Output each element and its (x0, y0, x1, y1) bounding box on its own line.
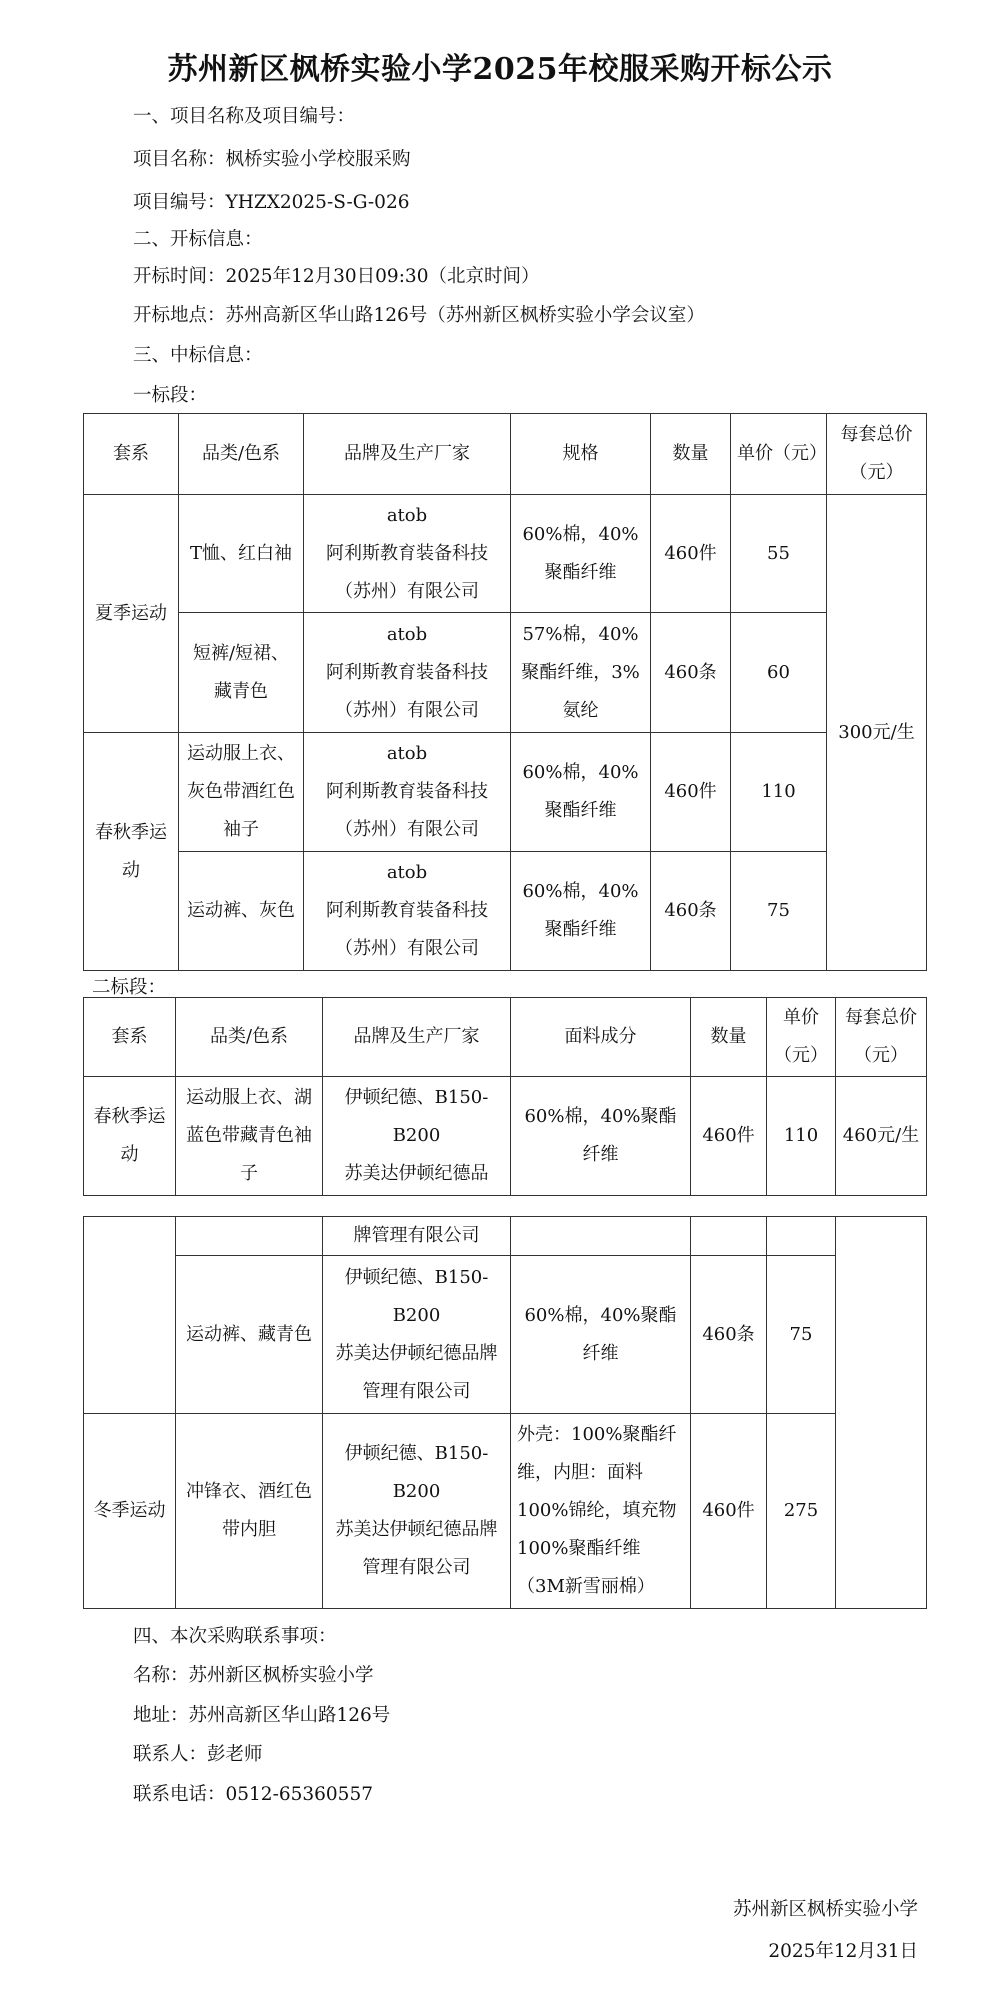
cell-category: 运动裤、藏青色 (176, 1256, 323, 1414)
cell-category: 短裤/短裙、藏青色 (179, 613, 304, 733)
lot1-header-row (84, 414, 927, 495)
cell-price: 110 (767, 1077, 836, 1196)
opening-place: 开标地点：苏州高新区华山路126号（苏州新区枫桥实验小学会议室） (133, 305, 705, 326)
lot1-header-category: 品类/色系 (179, 414, 304, 495)
cell-qty: 460条 (651, 852, 731, 971)
cell-brand-continued: 牌管理有限公司 (323, 1217, 511, 1256)
page-title: 苏州新区枫桥实验小学2025年校服采购开标公示 (167, 52, 833, 87)
cell-category: 运动服上衣、灰色带酒红色袖子 (179, 733, 304, 852)
empty-cell (836, 1217, 927, 1609)
contact-name: 名称：苏州新区枫桥实验小学 (133, 1665, 374, 1686)
opening-time: 开标时间：2025年12月30日09:30（北京时间） (133, 266, 540, 287)
cell-category: 运动裤、灰色 (179, 852, 304, 971)
table-row (84, 1256, 927, 1414)
lot1-header-price: 单价（元） (731, 414, 827, 495)
signature-org: 苏州新区枫桥实验小学 (732, 1899, 918, 1920)
lot1-header-spec: 规格 (511, 414, 651, 495)
lot2-header-brand: 品牌及生产厂家 (323, 998, 511, 1077)
table-row (84, 733, 927, 852)
project-name: 项目名称：枫桥实验小学校服采购 (133, 149, 411, 170)
lot1-header-total: 每套总价（元） (827, 414, 927, 495)
table-row (84, 1077, 927, 1196)
cell-price: 55 (731, 495, 827, 613)
cell-spec: 57%棉，40%聚酯纤维，3%氨纶 (511, 613, 651, 733)
project-code: 项目编号：YHZX2025-S-G-026 (133, 192, 410, 213)
table-row (84, 1217, 927, 1256)
lot2-header-set: 套系 (84, 998, 176, 1077)
cell-brand: atob 阿利斯教育装备科技（苏州）有限公司 (304, 613, 511, 733)
cell-brand: 伊顿纪德、B150-B200 苏美达伊顿纪德品牌管理有限公司 (323, 1256, 511, 1414)
cell-brand: atob 阿利斯教育装备科技（苏州）有限公司 (304, 733, 511, 852)
lot2-header-qty: 数量 (691, 998, 767, 1077)
empty-cell (176, 1217, 323, 1256)
contact-phone: 联系电话：0512-65360557 (133, 1784, 373, 1805)
cell-category: 冲锋衣、酒红色带内胆 (176, 1414, 323, 1609)
cell-price: 75 (767, 1256, 836, 1414)
cell-price: 275 (767, 1414, 836, 1609)
lot2-total: 460元/生 (836, 1077, 927, 1196)
lot2-header-category: 品类/色系 (176, 998, 323, 1077)
lot2-header-total: 每套总价（元） (836, 998, 927, 1077)
contact-address: 地址：苏州高新区华山路126号 (133, 1705, 391, 1726)
lot2-label: 二标段： (92, 977, 167, 998)
lot1-group-spring: 春秋季运动 (84, 733, 179, 971)
empty-cell (767, 1217, 836, 1256)
cell-qty: 460件 (651, 495, 731, 613)
cell-spec: 60%棉，40%聚酯纤维 (511, 1256, 691, 1414)
lot2-group-winter: 冬季运动 (84, 1414, 176, 1609)
lot1-table (83, 413, 927, 971)
cell-qty: 460件 (691, 1414, 767, 1609)
section-heading-award: 三、中标信息： (133, 345, 263, 366)
section-heading-project: 一、项目名称及项目编号： (133, 106, 356, 127)
lot2-header-price: 单价（元） (767, 998, 836, 1077)
cell-brand: atob 阿利斯教育装备科技（苏州）有限公司 (304, 495, 511, 613)
cell-qty: 460条 (651, 613, 731, 733)
cell-brand: atob 阿利斯教育装备科技（苏州）有限公司 (304, 852, 511, 971)
lot1-header-qty: 数量 (651, 414, 731, 495)
cell-category: T恤、红白袖 (179, 495, 304, 613)
cell-qty: 460件 (651, 733, 731, 852)
cell-spec: 60%棉，40%聚酯纤维 (511, 852, 651, 971)
cell-brand: 伊顿纪德、B150-B200 苏美达伊顿纪德品牌管理有限公司 (323, 1414, 511, 1609)
cell-qty: 460条 (691, 1256, 767, 1414)
empty-cell (691, 1217, 767, 1256)
section-heading-opening: 二、开标信息： (133, 229, 263, 250)
cell-spec: 60%棉，40%聚酯纤维 (511, 495, 651, 613)
lot1-label: 一标段： (133, 385, 208, 406)
signature-date: 2025年12月31日 (768, 1941, 918, 1962)
section-heading-contact: 四、本次采购联系事项： (133, 1626, 337, 1647)
lot2-group-spring: 春秋季运动 (84, 1077, 176, 1196)
lot2-table (83, 997, 927, 1196)
table-row (84, 495, 927, 613)
lot2-table-continued (83, 1216, 927, 1609)
cell-spec: 60%棉，40%聚酯纤维 (511, 733, 651, 852)
cell-price: 60 (731, 613, 827, 733)
cell-price: 110 (731, 733, 827, 852)
cell-category: 运动服上衣、湖蓝色带藏青色袖子 (176, 1077, 323, 1196)
lot1-header-brand: 品牌及生产厂家 (304, 414, 511, 495)
empty-cell (511, 1217, 691, 1256)
cell-spec: 60%棉，40%聚酯纤维 (511, 1077, 691, 1196)
lot2-header-row (84, 998, 927, 1077)
cell-price: 75 (731, 852, 827, 971)
lot1-group-summer: 夏季运动 (84, 495, 179, 733)
cell-brand: 伊顿纪德、B150-B200 苏美达伊顿纪德品 (323, 1077, 511, 1196)
cell-qty: 460件 (691, 1077, 767, 1196)
empty-cell (84, 1217, 176, 1414)
lot1-header-set: 套系 (84, 414, 179, 495)
lot1-total: 300元/生 (827, 495, 927, 971)
lot2-header-fabric: 面料成分 (511, 998, 691, 1077)
cell-spec: 外壳：100%聚酯纤维，内胆：面料100%锦纶，填充物100%聚酯纤维（3M新雪丽棉） (511, 1414, 691, 1609)
table-row (84, 613, 927, 733)
contact-person: 联系人：彭老师 (133, 1744, 263, 1765)
table-row (84, 1414, 927, 1609)
table-row (84, 852, 927, 971)
